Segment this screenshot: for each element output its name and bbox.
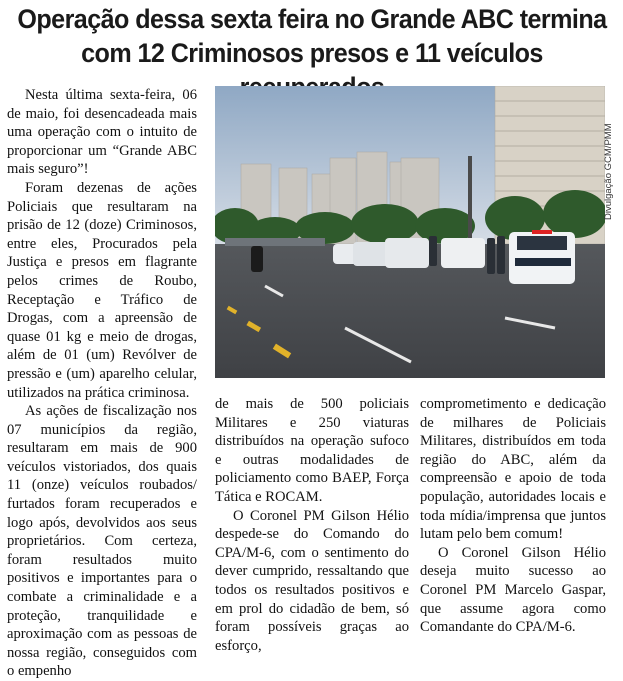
- headline-line-1: Operação dessa sexta feira no Grande ABC termina: [17, 4, 607, 34]
- photo-credit: Divulgação GCM/PMM: [603, 123, 614, 220]
- paragraph: Nesta última sexta-feira, 06 de maio, foi desencadeada mais uma operação com o intuito de proporcionar um “Grande ABC mais seguro”!: [7, 87, 197, 178]
- paragraph: O Coronel Gilson Hélio deseja muito sucesso ao Coronel PM Marcelo Gaspar, que assume agora como Comandante do CPA/M-6.: [420, 544, 606, 636]
- paragraph: As ações de fiscalização nos 07 municípios da região, resultaram em mais de 900 veículos vistoriados, dos quais 11 (onze) veículos roubados/ furtados foram recuperados e logo após, devolvidos aos seus proprietários. Com certeza, foram resultados muito positivos e importantes para o combate a criminalidade e a proteção, tranquilidade e aproximação com as pessoas de nossa região, conseguidos com o empenho: [7, 403, 197, 680]
- paragraph: O Coronel PM Gilson Hélio despede-se do Comando do CPA/M-6, com o sentimento do dever cumprido, ressaltando que todos os resultados positivos e em prol do cidadão de bem, só foram possíveis graças ao esforço,: [215, 507, 409, 654]
- column-3: [420, 395, 606, 637]
- paragraph: Foram dezenas de ações Policiais que resultaram na prisão de 12 (doze) Criminosos, entre eles, Procurados pela Justiça e presos em flagrante pelos crimes de Roubo, Receptação e Tráfico de Drogas, com a apreensão de quase 01 kg e meio de drogas, além de 01 (um) Revólver de pressão e (um) aparelho celular, utilizados na prática criminosa.: [7, 179, 197, 401]
- paragraph: de mais de 500 policiais Militares e 250 viaturas distribuídos na operação sufoco e outras modalidades de policiamento como BAEP, Força Tática e ROCAM.: [215, 396, 409, 505]
- column-2: [215, 395, 409, 655]
- column-1: [7, 86, 197, 681]
- paragraph: comprometimento e dedicação de milhares de Policiais Militares, distribuídos em toda região do ABC, além da compreensão e apoio de toda população, autoridades locais e toda mídia/imprensa que juntos lutam pelo bem comum!: [420, 396, 606, 543]
- article-photo: [215, 86, 605, 378]
- headline-line-2: com 12 Criminosos presos e 11 veículos: [81, 38, 543, 68]
